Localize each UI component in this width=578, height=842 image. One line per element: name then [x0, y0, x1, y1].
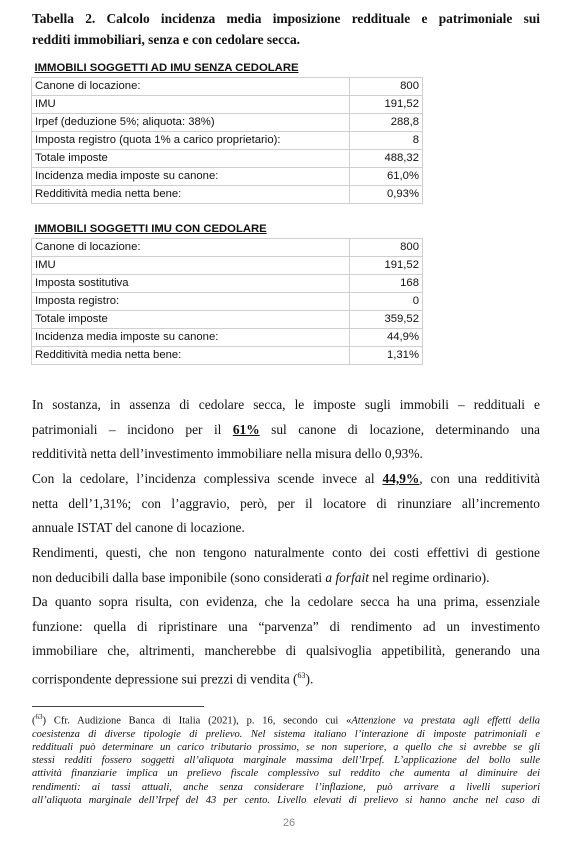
table-row	[32, 150, 423, 168]
para2-line-3: annuale ISTAT del canone di locazione.	[32, 520, 245, 536]
para1-line-2	[32, 418, 540, 443]
para4-text-a: corrispondente depressione sui prezzi di vendita (	[32, 671, 298, 687]
row-value: 44,9%	[350, 329, 423, 347]
row-value: 1,31%	[350, 347, 423, 365]
table-caption	[32, 8, 540, 50]
row-label: IMU	[32, 257, 350, 275]
para4-line-2: funzione: quella di ripristinare una “parvenza” di rendimento ad un investimento	[32, 618, 540, 634]
footnote-line-2: coesistenza di diverse tipologie di prelievo. Nel sistema italiano l’interazione di imposte patrimoniali e	[32, 728, 540, 740]
table-header-row	[32, 221, 423, 239]
table-row	[32, 186, 423, 204]
para2-line-1	[32, 467, 540, 492]
footnote-line-3: reddituali può determinare un carico tributario prossimo, se non superiore, a quello che si avrebbe se gli	[32, 741, 540, 753]
highlight-44-9-percent: 44,9%	[382, 471, 420, 486]
row-label: Canone di locazione:	[32, 78, 350, 96]
caption-line-1: Tabella 2. Calcolo incidenza media imposizione reddituale e patrimoniale sui	[32, 11, 540, 26]
footnote-line-5: attività finanziarie implica un prelievo fiscale complessivo sul reddito che aumenta al diminuire dei	[32, 768, 540, 780]
paragraph-3	[32, 541, 540, 590]
row-value: 191,52	[350, 96, 423, 114]
row-value: 168	[350, 275, 423, 293]
para4-text-c: ).	[305, 671, 314, 687]
table-row	[32, 132, 423, 150]
table-without-cedolare	[31, 60, 423, 204]
row-value: 8	[350, 132, 423, 150]
para1-line-1: In sostanza, in assenza di cedolare secca, le imposte sugli immobili – reddituali e	[32, 397, 540, 412]
table-header-row	[32, 60, 423, 78]
table-header	[32, 60, 423, 78]
paragraph-4	[32, 590, 540, 692]
row-value: 800	[350, 78, 423, 96]
para3-text-c: nel regime ordinario).	[368, 569, 490, 585]
table-row	[32, 168, 423, 186]
row-label: Imposta registro (quota 1% a carico proprietario):	[32, 132, 350, 150]
table-row	[32, 347, 423, 365]
para3-italic-forfait: a forfait	[325, 569, 369, 585]
footnote-line-6: rendimenti: ai tassi attuali, anche senza considerare l’inflazione, può arrivare a livelli superiori	[32, 781, 540, 793]
row-value: 288,8	[350, 114, 423, 132]
row-value: 800	[350, 239, 423, 257]
footnote-separator	[32, 706, 204, 707]
row-label: Incidenza media imposte su canone:	[32, 329, 350, 347]
para3-line-1: Rendimenti, questi, che non tengono naturalmente conto dei costi effettivi di gestione	[32, 545, 540, 560]
paragraph-2	[32, 467, 540, 541]
para2-text-a: Con la cedolare, l’incidenza complessiva scende invece al	[32, 471, 383, 486]
para2-text-c: , con una redditività	[419, 471, 541, 486]
footnote-ref-63: 63	[297, 670, 306, 680]
footnote-line-7: all’aliquota marginale dell’Irpef del 43 per cento. Livello elevati di prelievo si hanno anche nel caso di	[32, 794, 540, 806]
row-value: 488,32	[350, 150, 423, 168]
row-value: 359,52	[350, 311, 423, 329]
row-value: 61,0%	[350, 168, 423, 186]
para2-line-2: netta dell’1,31%; con l’aggravio, però, per il locatore di rinunziare all’incremento	[32, 495, 540, 511]
row-label: Redditività media netta bene:	[32, 186, 350, 204]
row-label: Imposta sostitutiva	[32, 275, 350, 293]
table-row	[32, 78, 423, 96]
row-value: 191,52	[350, 257, 423, 275]
table-header-label: IMMOBILI SOGGETTI AD IMU SENZA CEDOLARE	[34, 62, 299, 74]
table-row	[32, 275, 423, 293]
row-label: Canone di locazione:	[32, 239, 350, 257]
table-row	[32, 96, 423, 114]
para3-line-2	[32, 566, 540, 591]
footnote-text-a: ) Cfr. Audizione Banca di Italia (2021), p. 16, secondo cui «	[42, 715, 352, 727]
row-label: IMU	[32, 96, 350, 114]
row-value: 0	[350, 293, 423, 311]
row-label: Irpef (deduzione 5%; aliquota: 38%)	[32, 114, 350, 132]
table-with-cedolare	[31, 221, 423, 365]
para3-text-a: non deducibili dalla base imponibile (sono considerati	[32, 569, 326, 585]
paragraph-1	[32, 393, 540, 467]
table-header-label: IMMOBILI SOGGETTI IMU CON CEDOLARE	[34, 223, 267, 235]
table-row	[32, 239, 423, 257]
para1-text-a: patrimoniali – incidono per il	[32, 421, 233, 437]
caption-line-2: redditi immobiliari, senza e con cedolare secca.	[32, 32, 301, 47]
table-row	[32, 329, 423, 347]
para1-line-3: redditività netta dell’investimento immobiliare nella misura dello 0,93%.	[32, 446, 423, 462]
footnote-mark: 63	[35, 713, 43, 721]
table-row	[32, 257, 423, 275]
footnote-line-4: stessi redditi fossero soggetti all’aliquota marginale massima dell’Irpef. L’applicazione del bollo sulle	[32, 755, 540, 767]
table-header	[32, 221, 423, 239]
table-row	[32, 311, 423, 329]
para4-line-1: Da quanto sopra risulta, con evidenza, che la cedolare secca ha una prima, essenziale	[32, 594, 540, 609]
table-row	[32, 293, 423, 311]
footnote-63	[32, 711, 540, 807]
footnote-text-b: Attenzione va prestata agli effetti della	[351, 715, 540, 727]
row-label: Totale imposte	[32, 150, 350, 168]
row-label: Imposta registro:	[32, 293, 350, 311]
para4-line-3: immobiliare che, altrimenti, mancherebbe di qualsivoglia appetibilità, generando una	[32, 643, 540, 659]
table-row	[32, 114, 423, 132]
row-label: Incidenza media imposte su canone:	[32, 168, 350, 186]
page-number: 26	[282, 817, 296, 829]
row-value: 0,93%	[350, 186, 423, 204]
row-label: Redditività media netta bene:	[32, 347, 350, 365]
highlight-61-percent: 61%	[232, 421, 260, 437]
row-label: Totale imposte	[32, 311, 350, 329]
footnote-line-1: ($^{63}$) Cfr. Audizione Banca di Italia (2021), p. 16, secondo cui «Attenzione va prestata agli effetti della	[32, 713, 540, 727]
para4-line-4	[32, 664, 540, 692]
para1-text-c: sul canone di locazione, determinando una	[259, 421, 540, 437]
